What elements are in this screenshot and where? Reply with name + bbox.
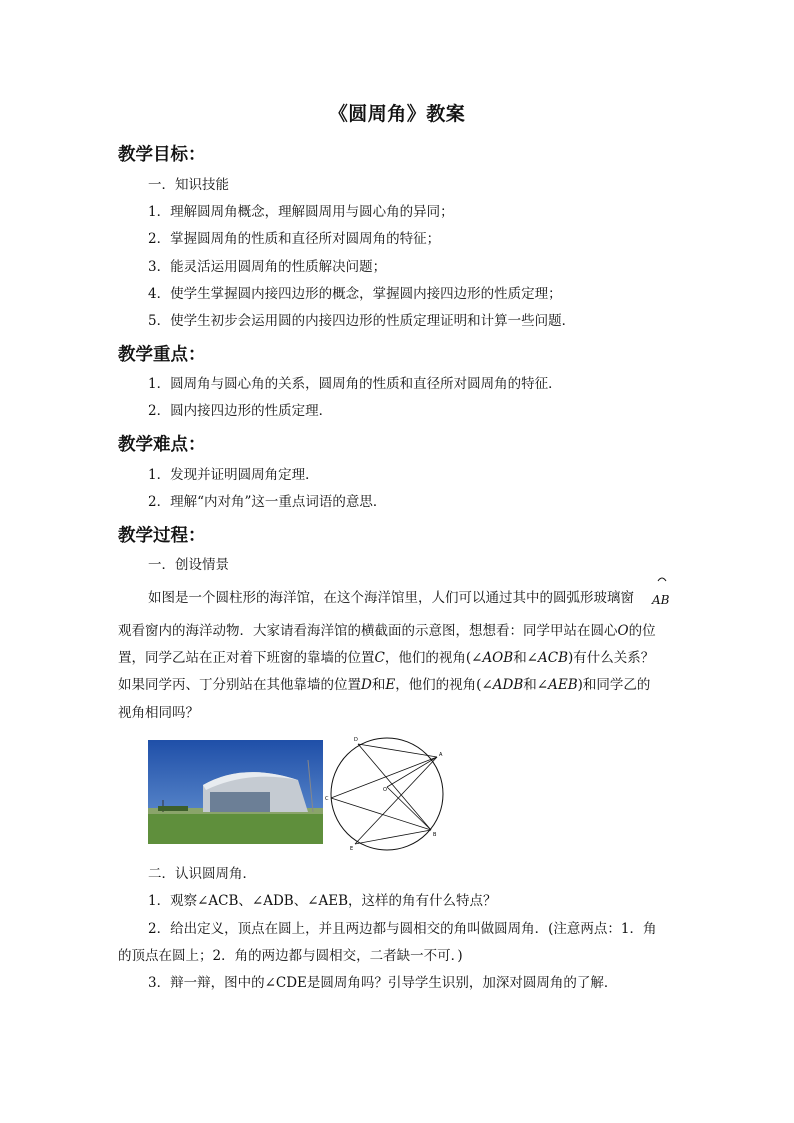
- objective-item-5: 5．使学生初步会运用圆的内接四边形的性质定理证明和计算一些问题．: [148, 313, 576, 329]
- arc-symbol-icon: [657, 576, 667, 582]
- para-line-2: 观看窗内的海洋动物．大家请看海洋馆的横截面的示意图，想想看：同学甲站在圆心O的位: [118, 623, 656, 639]
- key-point-2: 2．圆内接四边形的性质定理．: [148, 403, 333, 419]
- label-o: O: [383, 787, 387, 793]
- heading-process: 教学过程：: [118, 526, 206, 546]
- process2-item-2-cont: 的顶点在圆上；2．角的两边都与圆相交，二者缺一不可．): [118, 948, 463, 964]
- objectives-sub: 一．知识技能: [148, 177, 229, 193]
- objective-item-2: 2．掌握圆周角的性质和直径所对圆周角的特征；: [148, 231, 441, 247]
- objective-item-4: 4．使学生掌握圆内接四边形的概念，掌握圆内接四边形的性质定理；: [148, 286, 562, 302]
- process2-item-3: 3．辩一辩，图中的∠CDE是圆周角吗？引导学生识别，加深对圆周角的了解．: [148, 975, 618, 991]
- heading-objectives: 教学目标：: [118, 145, 206, 165]
- para-line-4: 如果同学丙、丁分别站在其他靠墙的位置D和E，他们的视角(∠ADB和∠AEB)和同学乙的: [118, 677, 651, 693]
- label-b: B: [433, 832, 437, 838]
- para-line-5: 视角相同吗？: [118, 705, 199, 721]
- key-point-1: 1．圆周角与圆心角的关系，圆周角的性质和直径所对圆周角的特征．: [148, 376, 562, 392]
- heading-difficulties: 教学难点：: [118, 435, 206, 455]
- difficulty-1: 1．发现并证明圆周角定理．: [148, 467, 319, 483]
- page-title: 《圆周角》教案: [328, 103, 466, 125]
- arc-label: AB: [652, 593, 670, 607]
- process-sub-2: 二．认识圆周角．: [148, 866, 256, 882]
- objective-item-3: 3．能灵活运用圆周角的性质解决问题；: [148, 259, 387, 275]
- process2-item-1: 1．观察∠ACB、∠ADB、∠AEB，这样的角有什么特点？: [148, 893, 497, 909]
- ocean-hall-photo: [148, 740, 323, 844]
- process-sub-1: 一．创设情景: [148, 557, 229, 573]
- process2-item-2: 2．给出定义，顶点在圆上，并且两边都与圆相交的角叫做圆周角．(注意两点：1．角: [148, 921, 657, 937]
- label-d: D: [354, 737, 358, 743]
- circle-diagram: [325, 732, 455, 852]
- objective-item-1: 1．理解圆周角概念，理解圆周用与圆心角的异同；: [148, 204, 454, 220]
- label-c: C: [325, 796, 329, 802]
- para-line-1: 如图是一个圆柱形的海洋馆，在这个海洋馆里，人们可以通过其中的圆弧形玻璃窗: [148, 590, 634, 606]
- label-e: E: [350, 846, 354, 852]
- heading-key-points: 教学重点：: [118, 345, 206, 365]
- para-line-3: 置，同学乙站在正对着下班窗的靠墙的位置C，他们的视角(∠AOB和∠ACB)有什么关系？: [118, 650, 655, 666]
- label-a: A: [439, 752, 443, 758]
- difficulty-2: 2．理解“内对角”这一重点词语的意思．: [148, 494, 387, 510]
